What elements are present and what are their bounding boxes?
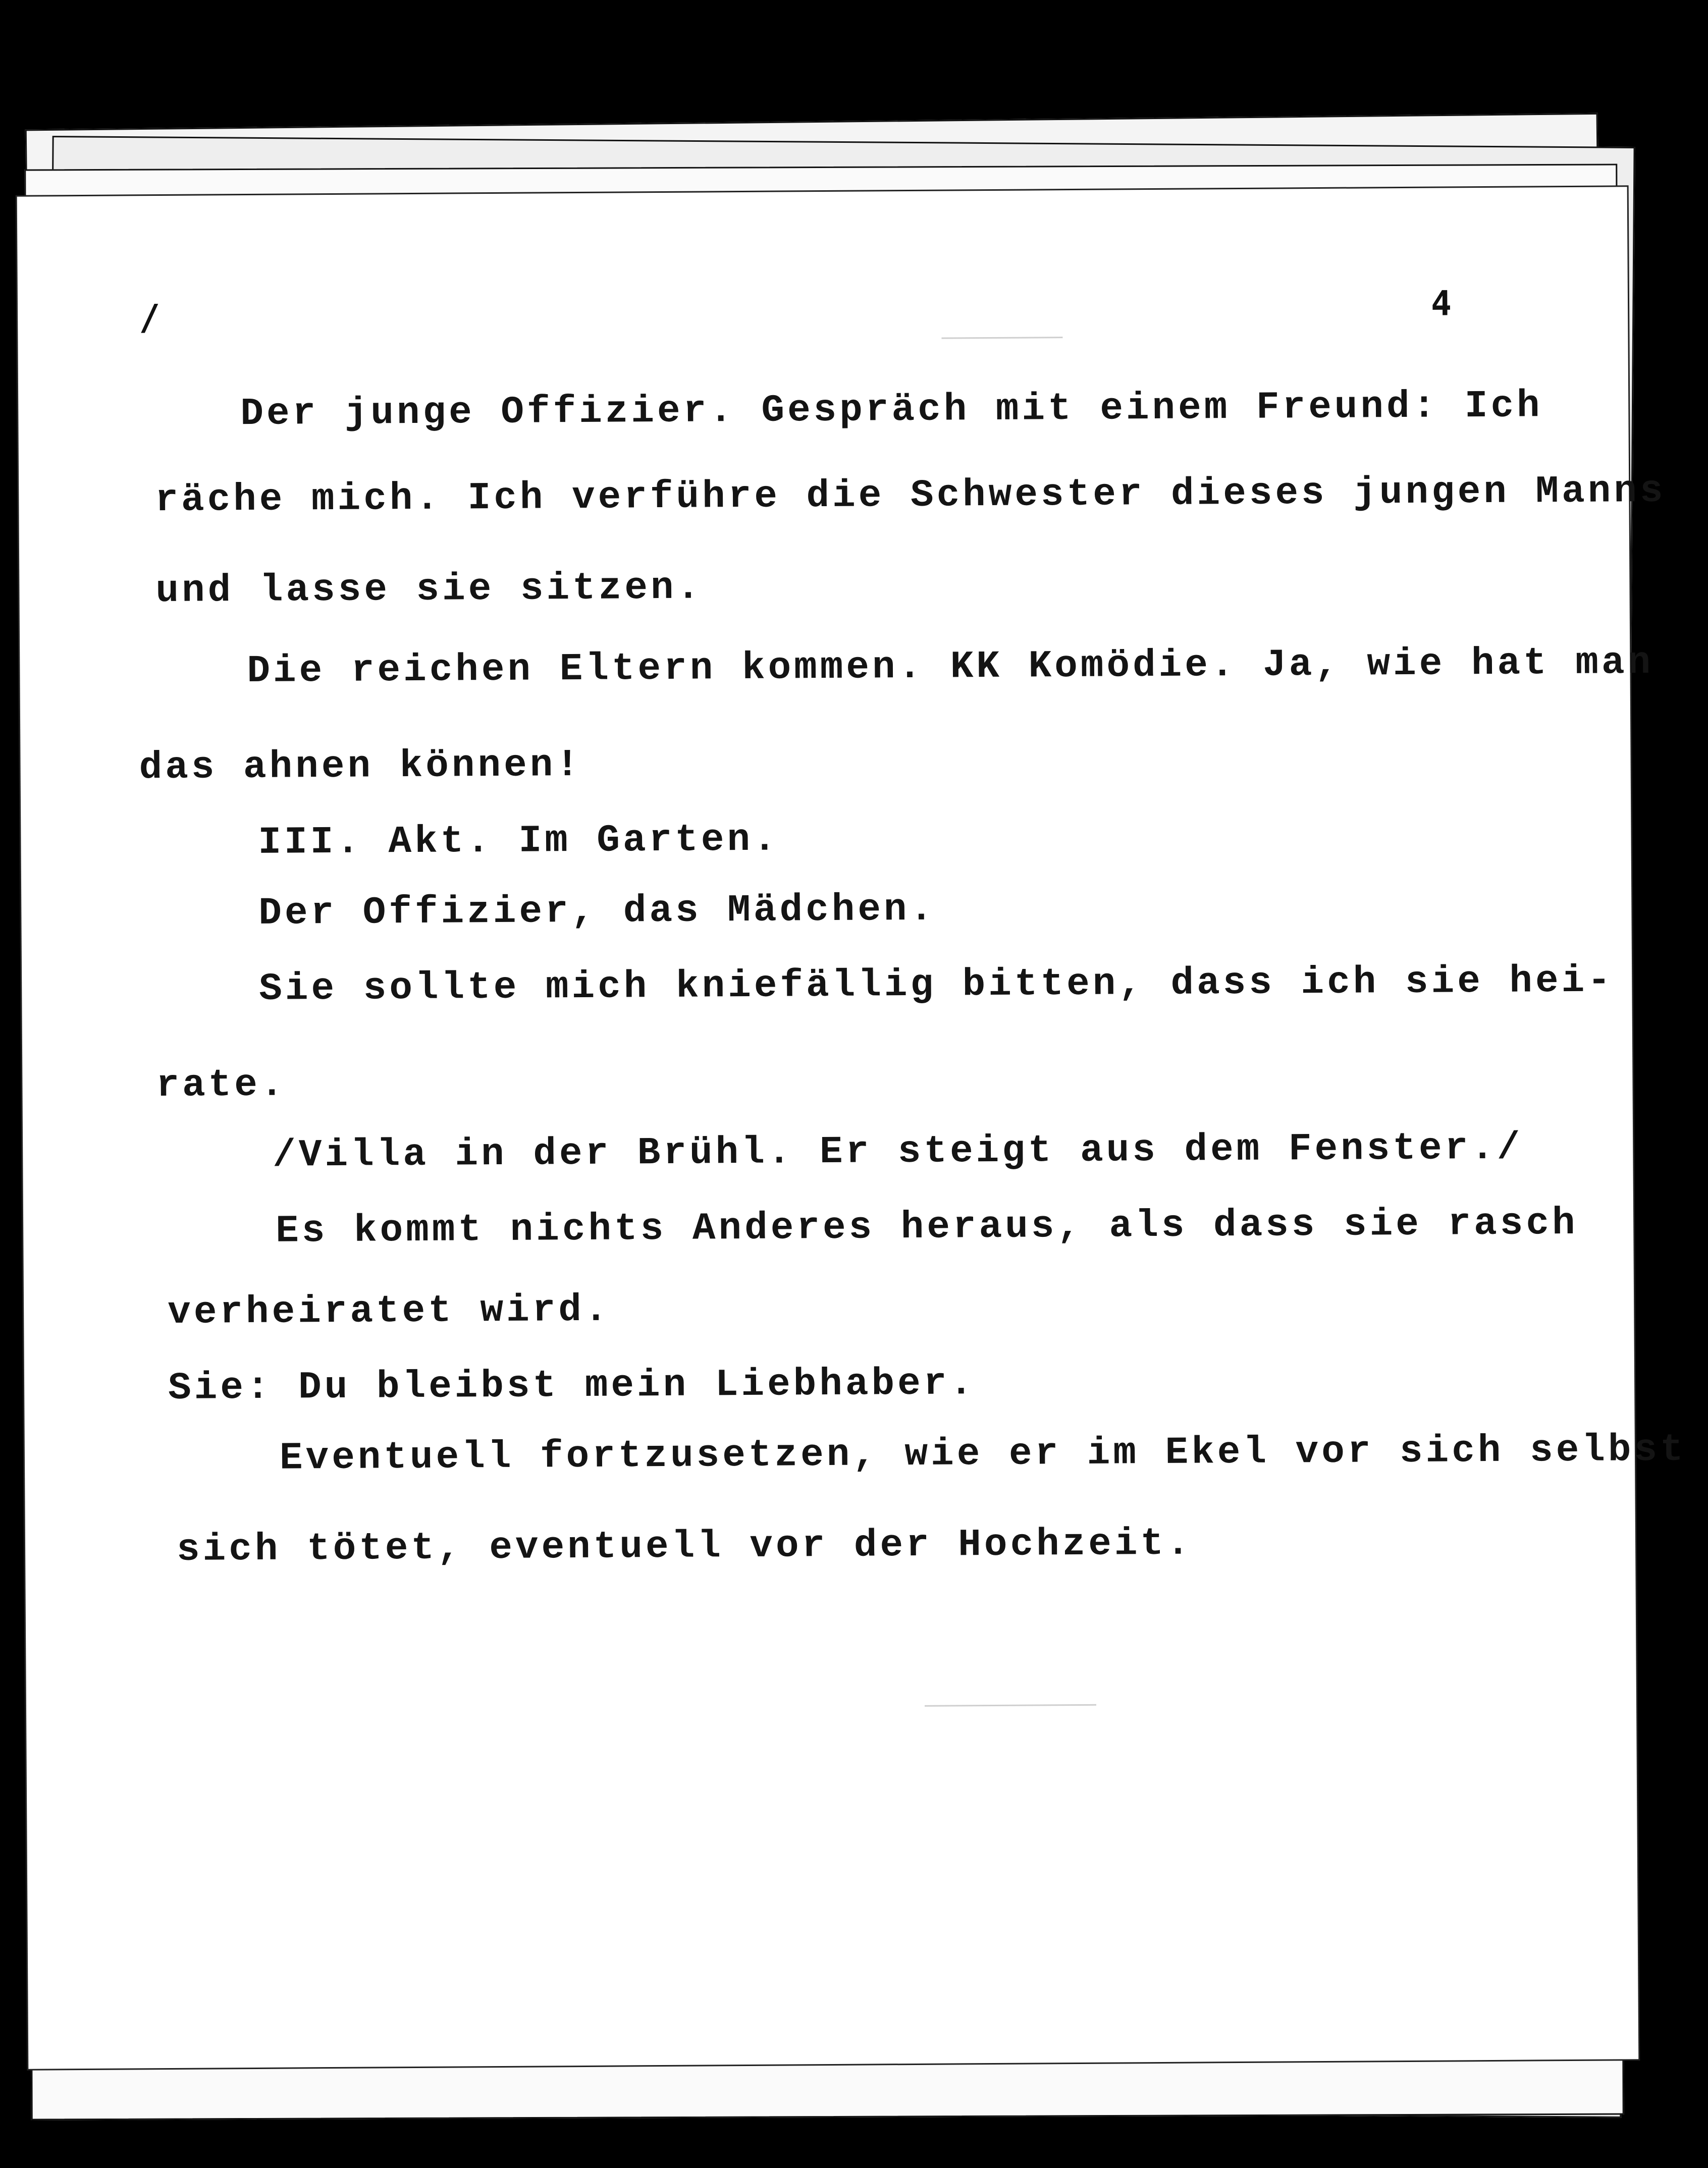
faint-rule [925, 1704, 1096, 1707]
text-line: Die reichen Eltern kommen. KK Komödie. Ja, wie hat man [247, 640, 1654, 693]
text-line: das ahnen können! [139, 743, 582, 790]
text-line: III. Akt. Im Garten. [258, 818, 779, 864]
text-line: /Villa in der Brühl. Er steigt aus dem Fenster./ [273, 1126, 1523, 1177]
text-line: Sie: Du bleibst mein Liebhaber. [168, 1362, 976, 1410]
text-line: und lasse sie sitzen. [155, 566, 703, 613]
text-line: Der Offizier, das Mädchen. [258, 887, 936, 935]
text-line: Der junge Offizier. Gespräch mit einem Freund: Ich [240, 384, 1543, 436]
text-line: rate. [156, 1063, 287, 1108]
page-number: 4 [1430, 284, 1452, 324]
text-line: sich tötet, eventuell vor der Hochzeit. [176, 1522, 1193, 1571]
text-line: Es kommt nichts Anderes heraus, als dass sie rasch [275, 1201, 1578, 1253]
text-line: verheiratet wird. [167, 1288, 611, 1334]
text-line: räche mich. Ich verführe die Schwester dieses jungen Manns [155, 469, 1666, 522]
text-line: Eventuell fortzusetzen, wie er im Ekel vor sich selbst [279, 1428, 1687, 1480]
text-line: Sie sollte mich kniefällig bitten, dass ich sie hei- [259, 959, 1614, 1011]
faint-rule [941, 337, 1062, 339]
margin-mark: / [138, 297, 161, 339]
typewritten-page [17, 187, 1687, 2069]
